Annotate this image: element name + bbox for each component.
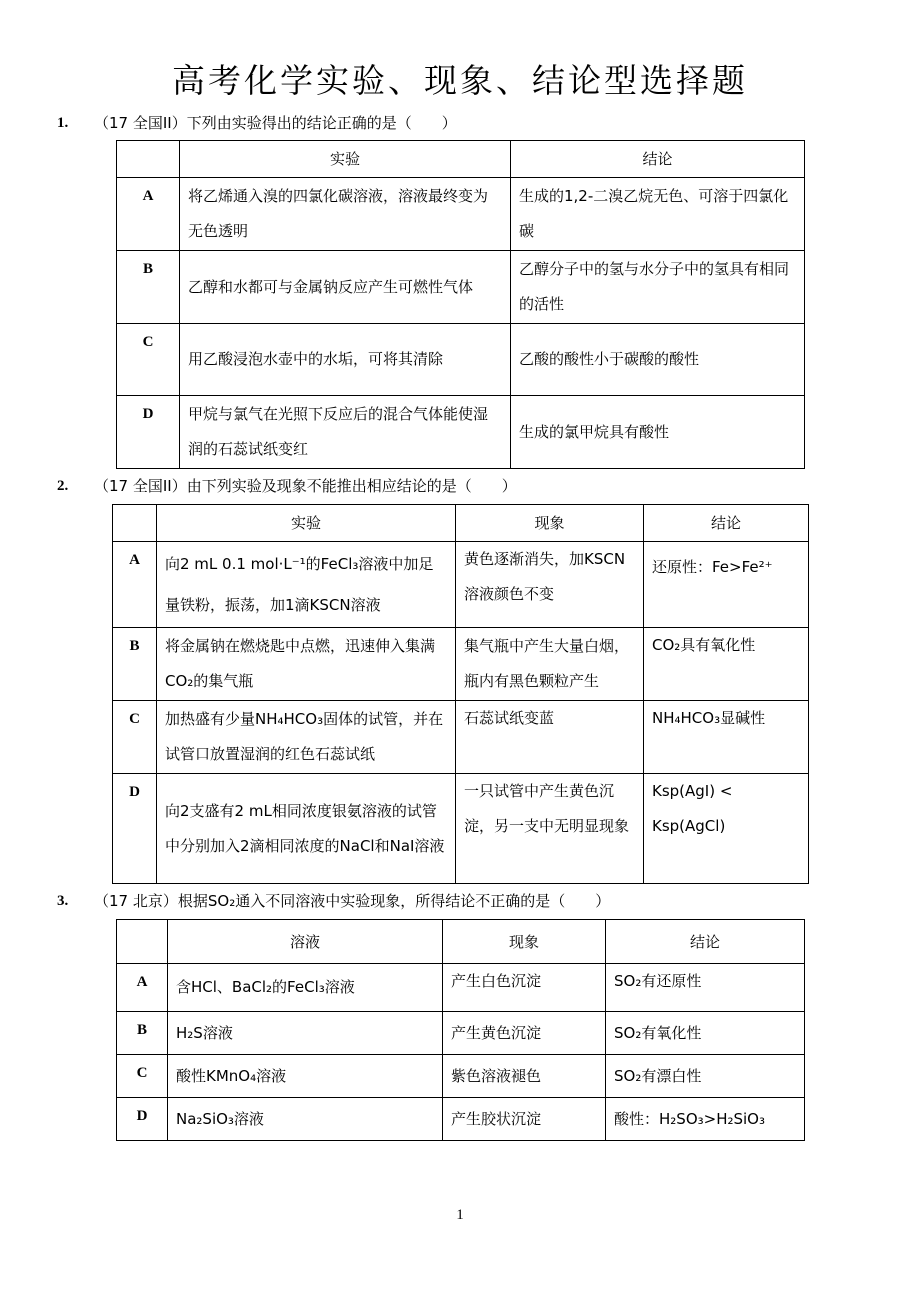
table-row [113,701,809,774]
question-source: （17 全国II） [94,114,187,132]
table-header-row [117,141,805,178]
option-label: A [117,178,180,251]
option-label: C [113,701,157,774]
phenomenon-cell: 石蕊试纸变蓝 [456,701,644,774]
option-label: D [113,774,157,884]
conclusion-cell: CO₂具有氧化性 [644,628,809,701]
option-label: B [117,1012,168,1055]
conclusion-cell: 乙酸的酸性小于碳酸的酸性 [511,324,805,396]
header-conclusion: 结论 [511,141,805,178]
phenomenon-cell: 集气瓶中产生大量白烟，瓶内有黑色颗粒产生 [456,628,644,701]
option-label: A [113,542,157,628]
conclusion-cell: Ksp(AgI) < Ksp(AgCl) [644,774,809,884]
phenomenon-cell: 产生白色沉淀 [443,964,606,1012]
solution-cell: 含HCl、BaCl₂的FeCl₃溶液 [168,964,443,1012]
question-2-stem [57,476,857,496]
header-conclusion: 结论 [644,505,809,542]
conclusion-cell: SO₂有氧化性 [606,1012,805,1055]
option-label: C [117,324,180,396]
question-2-table [112,504,809,884]
header-blank [113,505,157,542]
question-3-table [116,919,805,1141]
conclusion-cell: 还原性：Fe>Fe²⁺ [644,542,809,628]
conclusion-cell: NH₄HCO₃显碱性 [644,701,809,774]
table-row [113,542,809,628]
experiment-cell: 将金属钠在燃烧匙中点燃，迅速伸入集满CO₂的集气瓶 [157,628,456,701]
table-header-row [117,920,805,964]
page-title: 高考化学实验、现象、结论型选择题 [172,61,748,100]
header-experiment: 实验 [180,141,511,178]
table-row [117,251,805,324]
header-phenomenon: 现象 [443,920,606,964]
question-text: 下列由实验得出的结论正确的是（ ） [186,114,457,132]
phenomenon-cell: 紫色溶液褪色 [443,1055,606,1098]
question-number: 1. [57,115,69,131]
table-row [117,1098,805,1141]
experiment-cell: 加热盛有少量NH₄HCO₃固体的试管，并在试管口放置湿润的红色石蕊试纸 [157,701,456,774]
experiment-cell: 甲烷与氯气在光照下反应后的混合气体能使湿润的石蕊试纸变红 [180,396,511,469]
table-row [117,396,805,469]
option-label: D [117,1098,168,1141]
header-conclusion: 结论 [606,920,805,964]
header-solution: 溶液 [168,920,443,964]
experiment-cell: 将乙烯通入溴的四氯化碳溶液，溶液最终变为无色透明 [180,178,511,251]
option-label: B [113,628,157,701]
conclusion-cell: SO₂有还原性 [606,964,805,1012]
question-number: 2. [57,478,69,494]
solution-cell: 酸性KMnO₄溶液 [168,1055,443,1098]
conclusion-cell: 乙醇分子中的氢与水分子中的氢具有相同的活性 [511,251,805,324]
experiment-cell: 向2支盛有2 mL相同浓度银氨溶液的试管中分别加入2滴相同浓度的NaCl和NaI溶液 [157,774,456,884]
header-blank [117,920,168,964]
question-number: 3. [57,893,69,909]
table-header-row [113,505,809,542]
question-text: 由下列实验及现象不能推出相应结论的是（ ） [186,477,517,495]
experiment-cell: 乙醇和水都可与金属钠反应产生可燃性气体 [180,251,511,324]
table-row [117,1012,805,1055]
experiment-cell: 向2 mL 0.1 mol·L⁻¹的FeCl₃溶液中加足量铁粉，振荡，加1滴KSCN溶液 [157,542,456,628]
question-source: （17 全国II） [94,477,187,495]
phenomenon-cell: 一只试管中产生黄色沉淀，另一支中无明显现象 [456,774,644,884]
table-row [117,1055,805,1098]
option-label: D [117,396,180,469]
phenomenon-cell: 产生胶状沉淀 [443,1098,606,1141]
table-row [113,774,809,884]
conclusion-cell: 生成的氯甲烷具有酸性 [511,396,805,469]
header-blank [117,141,180,178]
question-1-table [116,140,805,469]
experiment-cell: 用乙酸浸泡水壶中的水垢，可将其清除 [180,324,511,396]
page-number: 1 [456,1207,464,1223]
option-label: A [117,964,168,1012]
solution-cell: H₂S溶液 [168,1012,443,1055]
phenomenon-cell: 黄色逐渐消失，加KSCN溶液颜色不变 [456,542,644,628]
solution-cell: Na₂SiO₃溶液 [168,1098,443,1141]
option-label: B [117,251,180,324]
phenomenon-cell: 产生黄色沉淀 [443,1012,606,1055]
question-3-stem [57,891,857,911]
conclusion-cell: SO₂有漂白性 [606,1055,805,1098]
table-row [113,628,809,701]
question-source: （17 北京） [94,892,178,910]
option-label: C [117,1055,168,1098]
conclusion-cell: 酸性：H₂SO₃>H₂SiO₃ [606,1098,805,1141]
table-row [117,964,805,1012]
conclusion-cell: 生成的1,2-二溴乙烷无色、可溶于四氯化碳 [511,178,805,251]
table-row [117,178,805,251]
header-phenomenon: 现象 [456,505,644,542]
table-row [117,324,805,396]
question-1-stem [57,113,857,133]
question-text: 根据SO₂通入不同溶液中实验现象，所得结论不正确的是（ ） [177,892,611,910]
header-experiment: 实验 [157,505,456,542]
